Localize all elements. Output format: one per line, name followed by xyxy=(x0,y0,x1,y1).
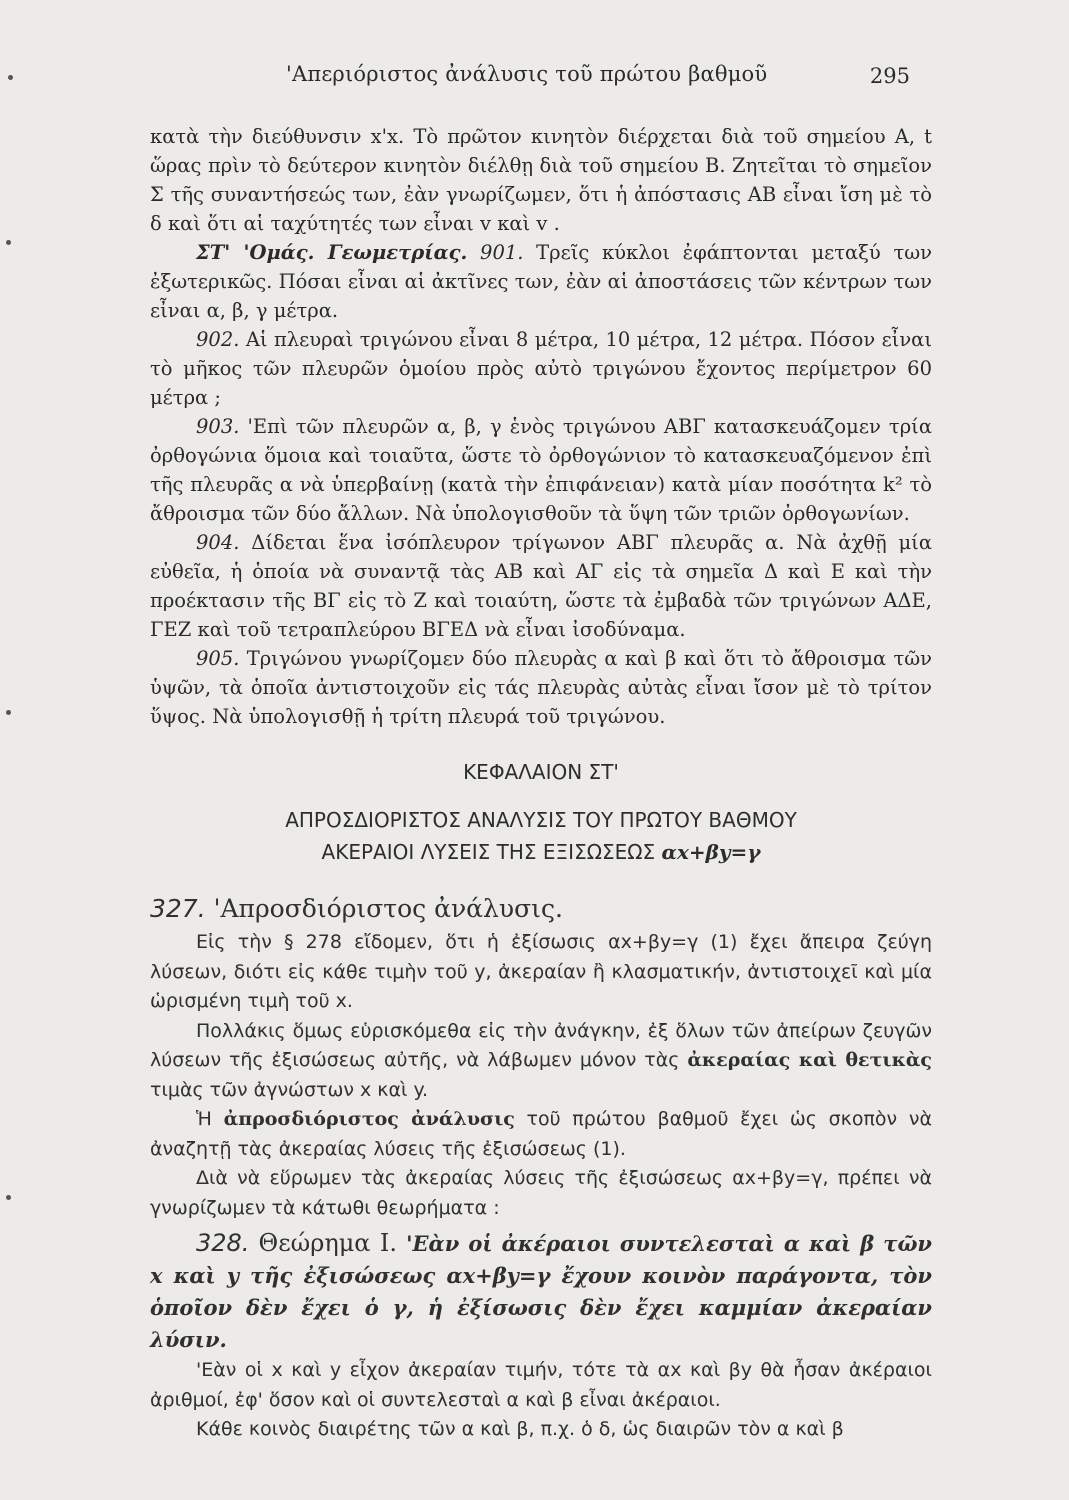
page-number: 295 xyxy=(869,64,910,88)
chapter-title-line2 xyxy=(150,840,932,864)
paragraph: Κάθε κοινὸς διαιρέτης τῶν α καὶ β, π.χ. ὁ δ, ὡς διαιρῶν τὸν α καὶ β xyxy=(196,1418,844,1440)
paragraph-text: Πολλάκις ὅμως εὑρισκόμεθα εἰς τὴν ἀνάγκην, ἐξ ὅλων τῶν ἀπείρων ζευγῶν λύσεων τῆς ἐξισώσεως αὐτῆς, νὰ λάβωμεν μόνον τὰς xyxy=(150,1019,932,1071)
section-327 xyxy=(150,890,932,1445)
paragraph: Διὰ νὰ εὕρωμεν τὰς ἀκεραίας λύσεις τῆς ἐξισώσεως αx+βy=γ, πρέπει νὰ γνωρίζωμεν τὰ κάτωθι θεωρήματα : xyxy=(150,1167,932,1219)
margin-mark xyxy=(6,710,11,715)
theorem-text: 'Εὰν οἱ ἀκέραιοι συντελεσταὶ α καὶ β τῶν x καὶ y τῆς ἐξισώσεως αx+βy=γ ἔχουν κοινὸν παράγοντα, τὸν ὁποῖον δὲν ἔχει ὁ γ, ἡ ἐξίσωσις δὲν ἔχει καμμίαν ἀκεραίαν λύσιν. xyxy=(150,1231,933,1352)
chapter-title-text: ΑΚΕΡΑΙΟΙ ΛΥΣΕΙΣ ΤΗΣ ΕΞΙΣΩΣΕΩΣ xyxy=(321,840,656,864)
exercise-number: 901. xyxy=(480,241,524,264)
paragraph xyxy=(150,1017,932,1106)
chapter-title-line1: ΑΠΡΟΣΔΙΟΡΙΣΤΟΣ ΑΝΑΛΥΣΙΣ ΤΟΥ ΠΡΩΤΟΥ ΒΑΘΜΟΥ xyxy=(285,808,797,832)
exercise-904 xyxy=(150,528,932,644)
paragraph xyxy=(150,1105,932,1164)
margin-mark xyxy=(6,240,11,245)
exercise-continuation: κατὰ τὴν διεύθυνσιν x'x. Τὸ πρῶτον κινητὸν διέρχεται διὰ τοῦ σημείου Α, t ὥρας πρὶν τὸ δεύτερον κινητὸν διέλθῃ διὰ τοῦ σημείου Β. Ζητεῖται τὸ σημεῖον Σ τῆς συναντήσεώς των, ἐὰν γνωρίζωμεν, ὅτι ἡ ἀπόστασις ΑΒ εἶναι ἴση μὲ τὸ δ καὶ ὅτι αἱ ταχύτητές των εἶναι v καὶ v . xyxy=(150,125,932,235)
exercise-text: Τριγώνου γνωρίζομεν δύο πλευρὰς α καὶ β καὶ ὅτι τὸ ἄθροισμα τῶν ὑψῶν, τὰ ὁποῖα ἀντιστοιχοῦν εἰς τάς πλευρὰς αὐτὰς εἶναι ἴσον μὲ τὸ τρίτον ὕψος. Νὰ ὑπολογισθῇ ἡ τρίτη πλευρά τοῦ τριγώνου. xyxy=(150,647,932,728)
exercise-number: 903. xyxy=(196,415,240,438)
exercise-text: Αἱ πλευραὶ τριγώνου εἶναι 8 μέτρα, 10 μέτρα, 12 μέτρα. Πόσον εἶναι τὸ μῆκος τῶν πλευρῶν ὁμοίου πρὸς αὐτὸ τριγώνου ἔχοντος περίμετρον 60 μέτρα ; xyxy=(150,328,932,409)
section-number: 328. xyxy=(196,1229,250,1257)
group-label: ΣΤ' 'Ομάς. Γεωμετρίας. xyxy=(196,241,468,264)
exercise-text: Τρεῖς κύκλοι ἐφάπτονται μεταξύ των ἐξωτερικῶς. Πόσαι εἶναι αἱ ἀκτῖνες των, ἐὰν αἱ ἀποστάσεις τῶν κέντρων των εἶναι α, β, γ μέτρα. xyxy=(150,241,933,322)
theorem-title: Θεώρημα Ι. xyxy=(258,1229,398,1257)
section-number: 327. xyxy=(150,894,206,923)
exercise-902 xyxy=(150,325,932,412)
exercise-text: Δίδεται ἕνα ἰσόπλευρον τρίγωνον ΑΒΓ πλευρᾶς α. Νὰ ἀχθῇ μία εὐθεῖα, ἡ ὁποία νὰ συναντᾷ τὰς ΑΒ καὶ ΑΓ εἰς τὰ σημεῖα Δ καὶ Ε καὶ τὴν προέκτασιν τῆς ΒΓ εἰς τὸ Ζ καὶ τοιαύτη, ὥστε τὰ ἐμβαδὰ τῶν τριγώνων ΑΔΕ, ΓΕΖ καὶ τοῦ τετραπλεύρου ΒΓΕΔ νὰ εἶναι ἰσοδύναμα. xyxy=(150,531,932,641)
exercise-901 xyxy=(150,238,932,325)
exercise-number: 902. xyxy=(196,328,240,351)
exercise-text: 'Επὶ τῶν πλευρῶν α, β, γ ἑνὸς τριγώνου ΑΒΓ κατασκευάζομεν τρία ὀρθογώνια ὅμοια καὶ τοιαῦτα, ὥστε τὸ ὀρθογώνιον τὸ κατασκευαζόμενον ἐπὶ τῆς πλευρᾶς α νὰ ὑπερβαίνῃ (κατὰ τὴν ἐπιφάνειαν) κατὰ μίαν ποσότητα k² τὸ ἄθροισμα τῶν δύο ἄλλων. Νὰ ὑπολογισθοῦν τὰ ὕψη τῶν τριῶν ὀρθογωνίων. xyxy=(150,415,932,525)
paragraph-text: Ἡ xyxy=(196,1108,212,1130)
margin-mark xyxy=(8,75,13,80)
exercise-number: 905. xyxy=(196,647,240,670)
section-title: 'Απροσδιόριστος ἀνάλυσις. xyxy=(213,894,563,923)
paragraph-text: τοῦ πρώτου βαθμοῦ ἔχει ὡς σκοπὸν νὰ ἀναζητῇ τὰς ἀκεραίας λύσεις τῆς ἐξισώσεως (1). xyxy=(150,1108,932,1160)
paragraph-text: τιμὰς τῶν ἀγνώστων x καὶ y. xyxy=(150,1078,429,1101)
exercise-number: 904. xyxy=(196,531,240,554)
page-header xyxy=(150,62,910,92)
section-heading xyxy=(150,890,932,928)
exercise-903 xyxy=(150,412,932,528)
running-title: 'Απεριόριστος ἀνάλυσις τοῦ πρώτου βαθμοῦ xyxy=(286,62,768,86)
theorem-statement xyxy=(150,1227,932,1356)
exercises-block xyxy=(150,122,932,731)
paragraph: Εἰς τὴν § 278 εἴδομεν, ὅτι ἡ ἐξίσωσις αx+βy=γ (1) ἔχει ἄπειρα ζεύγη λύσεων, διότι εἰς κάθε τιμὴν τοῦ y, ἀκεραίαν ἢ κλασματικήν, ἀντιστοιχεῖ καὶ μία ὡρισμένη τιμὴ τοῦ x. xyxy=(150,931,932,1012)
paragraph: 'Εὰν οἱ x καὶ y εἶχον ἀκεραίαν τιμήν, τότε τὰ αx καὶ βy θὰ ἦσαν ἀκέραιοι ἀριθμοί, ἐφ' ὅσον καὶ οἱ συντελεσταὶ α καὶ β εἶναι ἀκέραιοι. xyxy=(150,1359,932,1411)
chapter-equation: αx+βy=γ xyxy=(661,840,761,864)
chapter-label: ΚΕΦΑΛΑΙΟΝ ΣΤ' xyxy=(463,760,619,784)
exercise-905 xyxy=(150,644,932,731)
emphasis: ἀκεραίας καὶ θετικὰς xyxy=(687,1049,932,1071)
margin-mark xyxy=(6,1195,11,1200)
emphasis: ἀπροσδιόριστος ἀνάλυσις xyxy=(223,1108,515,1130)
